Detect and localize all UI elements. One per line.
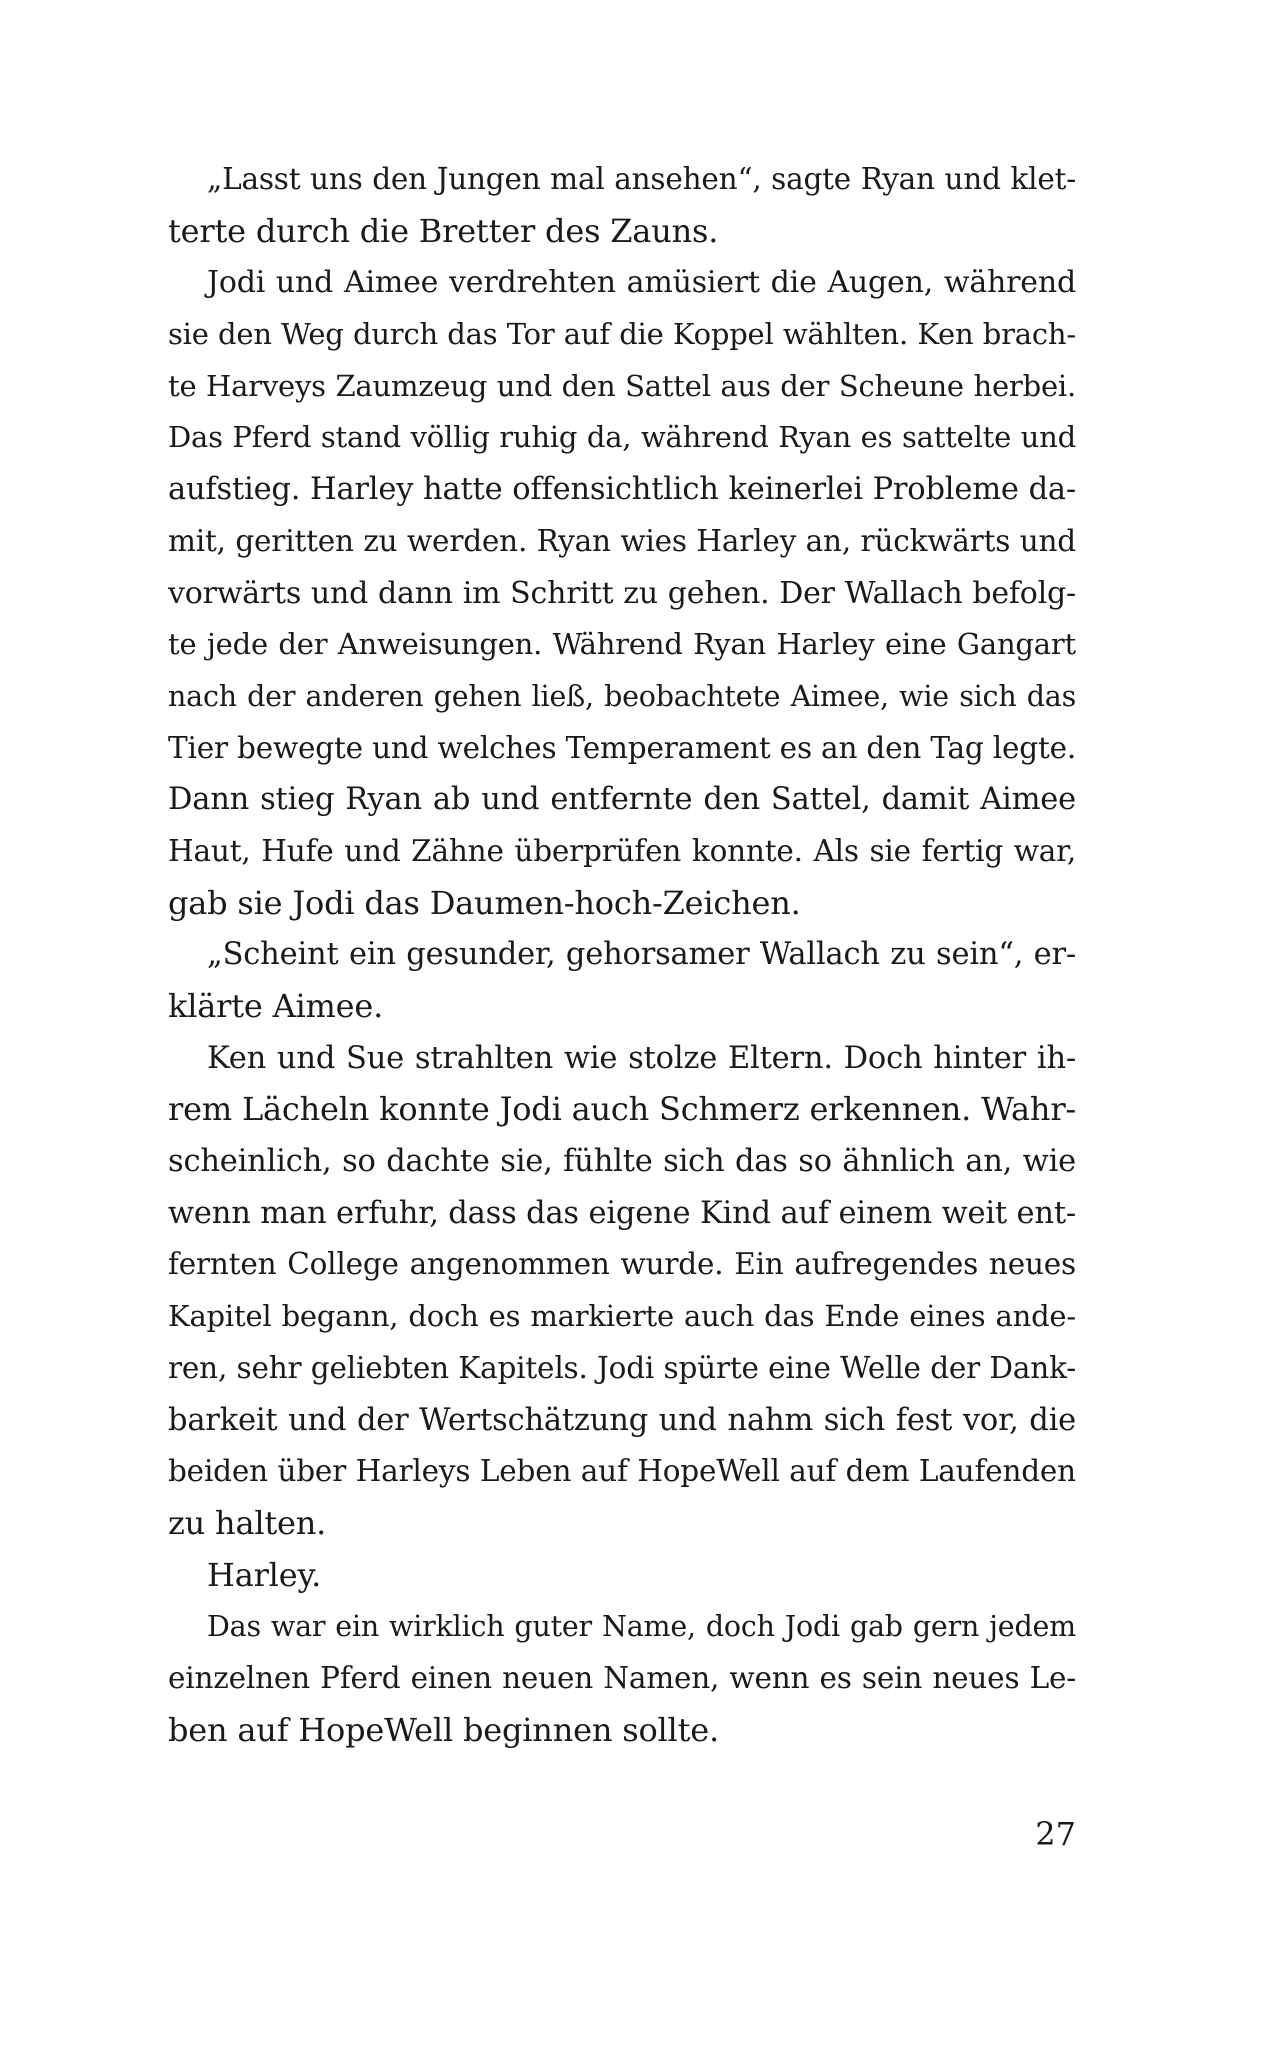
text-line: nach der anderen gehen ließ, beobachtete Aimee, wie sich das: [168, 679, 1076, 713]
text-line: „Lasst uns den Jungen mal ansehen“, sagte Ryan und klet-: [207, 162, 1076, 196]
text-line: vorwärts und dann im Schritt zu gehen. Der Wallach befolg-: [168, 575, 1076, 611]
text-line: beiden über Harleys Leben auf HopeWell auf dem Laufenden: [168, 1454, 1076, 1489]
text-line: sie den Weg durch das Tor auf die Koppel wählten. Ken brach-: [168, 317, 1076, 352]
text-line: wenn man erfuhr, dass das eigene Kind auf einem weit ent-: [168, 1195, 1076, 1231]
text-line: te jede der Anweisungen. Während Ryan Harley eine Gangart: [168, 627, 1076, 662]
text-line: „Scheint ein gesunder, gehorsamer Wallach zu sein“, er-: [207, 937, 1076, 973]
text-line: Das war ein wirklich guter Name, doch Jodi gab gern jedem: [207, 1610, 1076, 1644]
body-text: [168, 154, 1076, 1756]
text-line: rem Lächeln konnte Jodi auch Schmerz erkennen. Wahr-: [168, 1090, 1077, 1129]
text-line: klärte Aimee.: [168, 987, 384, 1025]
text-line: gab sie Jodi das Daumen-hoch-Zeichen.: [168, 883, 801, 922]
text-line: barkeit und der Wertschätzung und nahm sich fest vor, die: [168, 1402, 1076, 1438]
text-line: ren, sehr geliebten Kapitels. Jodi spürte eine Welle der Dank-: [168, 1350, 1076, 1385]
text-line: Haut, Hufe und Zähne überprüfen konnte. Als sie fertig war,: [168, 833, 1076, 868]
text-line: Tier bewegte und welches Temperament es an den Tag legte.: [168, 730, 1077, 765]
text-line: Dann stieg Ryan ab und entfernte den Sattel, damit Aimee: [168, 782, 1076, 818]
text-line: scheinlich, so dachte sie, fühlte sich das so ähnlich an, wie: [168, 1144, 1076, 1180]
text-line: Jodi und Aimee verdrehten amüsiert die Augen, während: [207, 265, 1076, 301]
text-line: Harley.: [207, 1555, 322, 1594]
text-line: aufstieg. Harley hatte offensichtlich keinerlei Probleme da-: [168, 472, 1076, 508]
text-line: Ken und Sue strahlten wie stolze Eltern. Doch hinter ih-: [207, 1040, 1076, 1076]
text-line: terte durch die Bretter des Zauns.: [168, 211, 719, 250]
text-line: fernten College angenommen wurde. Ein aufregendes neues: [168, 1247, 1076, 1282]
text-line: mit, geritten zu werden. Ryan wies Harley an, rückwärts und: [168, 523, 1076, 558]
text-line: Kapitel begann, doch es markierte auch das Ende eines ande-: [168, 1299, 1076, 1334]
text-line: te Harveys Zaumzeug und den Sattel aus der Scheune herbei.: [168, 368, 1076, 403]
text-line: Das Pferd stand völlig ruhig da, während Ryan es sattelte und: [168, 420, 1076, 455]
text-line: zu halten.: [168, 1503, 327, 1542]
page-number: 27: [1035, 1815, 1076, 1853]
text-line: ben auf HopeWell beginnen sollte.: [168, 1710, 719, 1749]
text-line: einzelnen Pferd einen neuen Namen, wenn es sein neues Le-: [168, 1660, 1076, 1695]
